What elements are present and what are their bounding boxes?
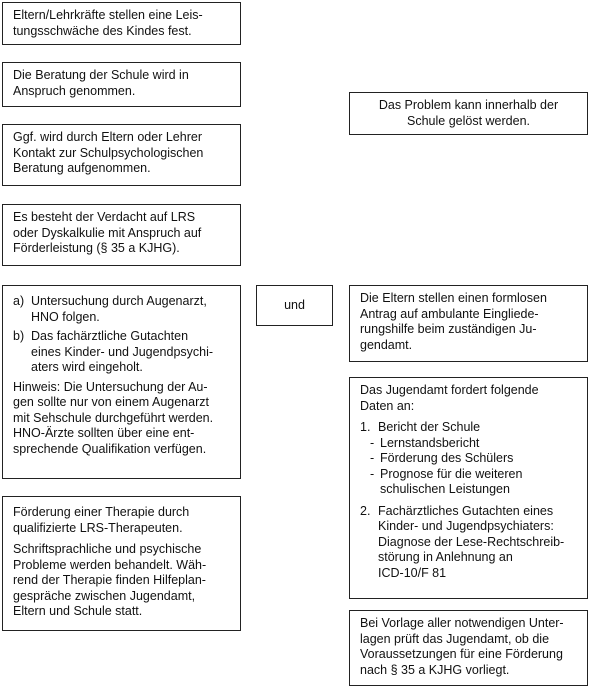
list-marker: 2. [360,503,371,518]
step-box-therapy [2,496,241,631]
list-text: Untersuchung durch Augenarzt, HNO folgen. [31,294,207,324]
subitem-text: Lernstandsbericht [380,435,480,450]
subitem-text: Prognose für die weiteren schulischen Leistungen [380,466,523,496]
list-text: Bericht der Schule [378,420,481,434]
therapy-description: Schriftsprachliche und psychische Probleme werden behandelt. Wäh- rend der Therapie finden Hilfeplan- gespräche zwischen Jugendamt, Eltern und Schule statt. [13,542,207,618]
list-text: Das fachärztliche Gutachten eines Kinder- und Jugendpsychi- aters wird eingeholt. [31,329,214,374]
connector-text: und [284,298,305,312]
step-box-parents-apply [349,285,588,362]
list-marker: a) [13,294,25,308]
step-box-school-solves [349,92,588,135]
step-box-teachers-notice [2,2,241,45]
step-box-school-psychology [2,124,241,186]
note-text: Hinweis: Die Untersuchung der Au- gen sollte nur von einem Augenarzt mit Sehschule durchgeführt werden. HNO-Ärzte sollten über eine ent- sprechende Qualifikation verfügen. [13,379,214,456]
list-item-a [13,294,230,325]
step-box-youth-office-review [349,610,588,686]
request-item-2 [360,504,577,582]
list-marker: b) [13,329,25,343]
step-text: Bei Vorlage aller notwendigen Unter- lagen prüft das Jugendamt, ob die Voraussetzungen für eine Förderung nach § 35 a KJHG vorliegt. [360,616,564,677]
subitem [370,451,577,467]
dash-marker: - [370,451,375,465]
step-text: Es besteht der Verdacht auf LRS oder Dyskalkulie mit Anspruch auf Förderleistung (§ 35 a KJHG). [13,210,202,255]
step-box-youth-office-requests [349,377,588,599]
step-box-lrs-suspicion [2,204,241,266]
dash-marker: - [370,435,375,450]
subitem [370,436,577,452]
request-subitems [360,436,577,498]
request-item-1 [360,420,577,436]
connector-box-und [256,285,333,326]
therapy-heading: Förderung einer Therapie durch qualifizierte LRS-Therapeuten. [13,505,190,535]
list-text: Fachärztliches Gutachten eines Kinder- und Jugendpsychiaters: Diagnose der Lese-Rechtschreib- störung in Anlehnung an ICD-10/F 81 [378,503,565,580]
step-text: Die Eltern stellen einen formlosen Antrag auf ambulante Eingliede- rungshilfe beim zuständigen Ju- gendamt. [360,291,547,352]
subitem [370,467,577,498]
step-box-school-counseling [2,62,241,107]
list-marker: 1. [360,420,371,434]
requests-intro: Das Jugendamt fordert folgende Daten an: [360,383,539,413]
step-text: Die Beratung der Schule wird in Anspruch genommen. [13,68,189,98]
step-text: Ggf. wird durch Eltern oder Lehrer Kontakt zur Schulpsychologischen Beratung aufgenommen. [13,130,204,175]
dash-marker: - [370,466,375,481]
subitem-text: Förderung des Schülers [380,451,514,465]
step-text: Eltern/Lehrkräfte stellen eine Leis- tungsschwäche des Kindes fest. [13,8,203,38]
list-item-b [13,329,230,376]
step-text: Das Problem kann innerhalb der Schule gelöst werden. [378,98,559,128]
step-box-medical-examination [2,285,241,479]
